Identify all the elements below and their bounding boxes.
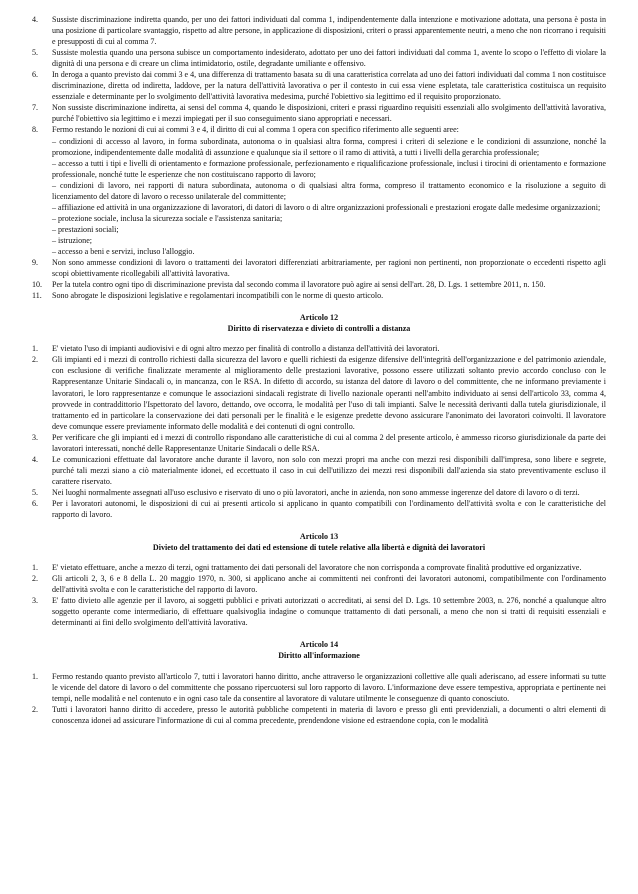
paragraph-subitem: – condizioni di accesso al lavoro, in forma subordinata, autonoma o in qualsiasi altra forma, compresi i criteri di selezione e le condizioni di assunzione, nonché la promozione, indipendentemente dalle modalità di assunzione e qualunque sia il settore o il ramo di attività, a tutti i livelli della gerarchia professionale; [52, 136, 606, 157]
paragraph-number: 2. [32, 574, 39, 584]
numbered-paragraph [32, 595, 606, 628]
paragraph-number: 8. [32, 125, 39, 135]
numbered-paragraph [32, 47, 606, 69]
article-subtitle: Diritto di riservatezza e divieto di controlli a distanza [227, 324, 411, 334]
numbered-paragraph [32, 562, 606, 573]
numbered-paragraph [32, 102, 606, 124]
paragraph-text: Nei luoghi normalmente assegnati all'uso esclusivo e riservato di uno o più lavoratori, anche in azienda, non sono ammesse ingerenze del datore di lavoro o di terzi. [52, 487, 580, 497]
paragraph-text: In deroga a quanto previsto dai commi 3 e 4, una differenza di trattamento basata su di una caratteristica correlata ad uno dei fattori individuati dal comma 1 non costituisce discriminazione, diretta od indiretta, laddove, per la natura dell'attività lavorativa o per il contesto in cui essa viene espletata, tale caratteristica costituisca un requisito essenziale e determinante per lo svolgimento dell'attività lavorativa medesima, purché l'obiettivo sia legittimo ed il requisito proporzionato. [52, 70, 606, 102]
paragraph-number: 11. [32, 291, 42, 301]
paragraph-text: Per verificare che gli impianti ed i mezzi di controllo rispondano alle caratteristiche di cui al comma 2 del presente articolo, è ammesso ricorso giurisdizionale da parte dei lavoratori interessati, nonché delle Rappresentanze Unitarie Sindacali o delle RSA. [52, 432, 606, 453]
paragraph-number: 6. [32, 70, 39, 80]
paragraph-number: 1. [32, 563, 39, 573]
numbered-paragraph [32, 14, 606, 47]
paragraph-list [32, 562, 606, 628]
article-heading-block [32, 639, 606, 661]
paragraph-text: Le comunicazioni effettuate dal lavoratore anche durante il lavoro, non solo con mezzi propri ma anche con mezzi resi disponibili dall'impresa, sono libere e segrete, purché tali mezzi siano a ciò materialmente idonei, ed eccettuato il caso in cui dell'utilizzo dei mezzi resi disponibili dall'azienda sia stato preventivamente escluso il carattere riservato. [52, 454, 606, 486]
article-heading-block [32, 312, 606, 334]
numbered-paragraph [32, 573, 606, 595]
numbered-paragraph [32, 257, 606, 279]
paragraph-number: 1. [32, 671, 39, 681]
paragraph-text: Per la tutela contro ogni tipo di discriminazione prevista dal secondo comma il lavoratore può agire ai sensi dell'art. 28, D. Lgs. 1 settembre 2011, n. 150. [52, 280, 546, 290]
numbered-paragraph [32, 343, 606, 354]
paragraph-text: Non sono ammesse condizioni di lavoro o trattamenti dei lavoratori differenziati arbitrariamente, per ragioni non pertinenti, non proporzionate o eccedenti rispetto agli scopi obiettivamente ricollegabili all'attività lavorativa. [52, 258, 606, 279]
paragraph-number: 6. [32, 498, 39, 508]
paragraph-number: 4. [32, 454, 39, 464]
paragraph-text: E' vietato effettuare, anche a mezzo di terzi, ogni trattamento dei dati personali del lavoratore che non corrisponda a comprovate finalità produttive ed organizzative. [52, 563, 582, 573]
paragraph-text: Gli articoli 2, 3, 6 e 8 della L. 20 maggio 1970, n. 300, si applicano anche ai committenti nei confronti dei lavoratori autonomi, compatibilmente con l'ordinamento dell'attività svolta e con le caratteristiche del rapporto di lavoro. [52, 574, 606, 595]
paragraph-text: E' fatto divieto alle agenzie per il lavoro, ai soggetti pubblici e privati autorizzati o accreditati, ai sensi del D. Lgs. 10 settembre 2003, n. 276, nonché a qualunque altro soggetto operante come intermediario, di effettuare qualsivoglia indagine o comunque trattamento di dati personali, a meno che non si tratti di requisiti essenziali e determinanti ai fini dello svolgimento dell'attività lavorativa. [52, 596, 606, 628]
paragraph-number: 5. [32, 487, 39, 497]
numbered-paragraph [32, 498, 606, 520]
paragraph-number: 7. [32, 103, 39, 113]
paragraph-number: 9. [32, 258, 39, 268]
numbered-paragraph [32, 279, 606, 290]
paragraph-number: 3. [32, 432, 39, 442]
numbered-paragraph [32, 124, 606, 257]
paragraph-text: Sono abrogate le disposizioni legislative e regolamentari incompatibili con le norme di questo articolo. [52, 291, 384, 301]
article-title: Articolo 13 [299, 532, 339, 542]
paragraph-number: 2. [32, 355, 39, 365]
paragraph-text: Fermo restando quanto previsto all'articolo 7, tutti i lavoratori hanno diritto, anche attraverso le organizzazioni collettive alle quali aderiscano, ad essere informati su tutte le vicende del datore di lavoro o del committente che possano ripercuotersi sul loro rapporto di lavoro. L'informazione deve essere tempestiva, appropriata e pertinente nei tempi, nelle modalità e nel contenuto e in ogni caso tale da consentire al lavoratore di valutare utilmente le conseguenze di quanto conosciuto. [52, 671, 606, 703]
paragraph-number: 3. [32, 596, 39, 606]
paragraph-subitem: – accesso a beni e servizi, incluso l'alloggio. [52, 246, 195, 256]
paragraph-text: Per i lavoratori autonomi, le disposizioni di cui ai presenti articolo si applicano in quanto compatibili con l'ordinamento dell'attività svolta e con le caratteristiche del rapporto di lavoro. [52, 498, 606, 520]
paragraph-text: Sussiste discriminazione indiretta quando, per uno dei fattori individuati dal comma 1, indipendentemente dalla intenzione e motivazione adottata, una persona è posta in una posizione di particolare svantaggio, rispetto ad altre persone, in applicazione di disposizioni, criteri o prassi apparentemente neutri, a meno che non ricorrano i requisiti e presupposti di cui al comma 7. [52, 15, 606, 47]
numbered-paragraph [32, 290, 606, 301]
paragraph-text: Sussiste molestia quando una persona subisce un comportamento indesiderato, adottato per uno dei fattori individuati dal comma 1, avente lo scopo o l'effetto di violare la dignità di una persona e di creare un clima intimidatorio, ostile, degradante umiliante e offensivo. [52, 48, 606, 69]
paragraph-list [32, 14, 606, 301]
paragraph-text: Gli impianti ed i mezzi di controllo richiesti dalla sicurezza del lavoro e quelli richiesti da esigenze difensive dell'integrità dell'organizzazione e del patrimonio aziendale, con esclusione di verifiche finalizzate meramente al miglioramento delle prestazioni lavorative, possono essere utilizzati soltanto previo accordo concluso con le Rappresentanze Unitarie Sindacali o, in mancanza, con le RSA. In difetto di accordo, su istanza del datore di lavoro o del committente, che ne informano previamente i lavoratori, le loro rappresentanze e comunque le associazioni sindacali registrate di livello nazionale operanti nell'ambito individuato ai sensi dell'articolo 33, comma 4, provvede in contraddittorio l'Ispettorato del lavoro, dettando, ove occorra, le modalità per l'uso di tali impianti. Salve le necessità derivanti dalla tutela giurisdizionale, il trattamento ed in particolare la conservazione dei dati personali per le finalità e le esigenze predette devono assicurare l'anonimato dei lavoratori coinvolti. Il lavoratore deve comunque essere previamente informato delle modalità e dei contenuti di ogni controllo. [52, 355, 606, 431]
numbered-paragraph [32, 671, 606, 704]
paragraph-list [32, 343, 606, 520]
numbered-paragraph [32, 704, 606, 726]
numbered-paragraph [32, 487, 606, 498]
paragraph-text: E' vietato l'uso di impianti audiovisivi e di ogni altro mezzo per finalità di controllo a distanza dell'attività dei lavoratori. [52, 344, 440, 354]
paragraph-subitem: – affiliazione ed attività in una organizzazione di lavoratori, di datori di lavoro o di altre organizzazioni professionali e prestazioni erogate dalle medesime organizzazioni; [52, 202, 601, 212]
paragraph-number: 1. [32, 344, 39, 354]
paragraph-number: 10. [32, 280, 43, 290]
article-title: Articolo 14 [299, 640, 339, 650]
paragraph-subitem: – condizioni di lavoro, nei rapporti di natura subordinata, autonoma o di qualsiasi altra forma, compreso il trattamento economico e la risoluzione a seguito di licenziamento del datore di lavoro o recesso unilaterale del committente; [52, 180, 606, 201]
article-heading-block [32, 531, 606, 553]
paragraph-subitem: – istruzione; [52, 235, 93, 245]
paragraph-list [32, 671, 606, 726]
numbered-paragraph [32, 432, 606, 454]
article-subtitle: Divieto del trattamento dei dati ed estensione di tutele relative alla libertà e dignità dei lavoratori [152, 543, 486, 553]
numbered-paragraph [32, 69, 606, 102]
paragraph-text: Tutti i lavoratori hanno diritto di accedere, presso le autorità pubbliche competenti in materia di lavoro e presso gli enti previdenziali, a documenti o altri elementi di conoscenza idonei ad assicurare l'informazione di cui al comma precedente, prendendone visione ed estraendone copia, con le modalità [52, 704, 606, 725]
paragraph-number: 4. [32, 15, 39, 24]
paragraph-subitem: – protezione sociale, inclusa la sicurezza sociale e l'assistenza sanitaria; [52, 213, 283, 223]
paragraph-number: 5. [32, 48, 39, 58]
article-subtitle: Diritto all'informazione [278, 651, 360, 661]
paragraph-text: Non sussiste discriminazione indiretta, ai sensi del comma 4, quando le disposizioni, criteri e prassi riguardino requisiti essenziali allo svolgimento dell'attività lavorativa, purché l'obiettivo sia legittimo e i mezzi impiegati per il suo conseguimento siano appropriati e necessari. [52, 103, 606, 124]
article-title: Articolo 12 [299, 313, 339, 323]
numbered-paragraph [32, 454, 606, 487]
paragraph-text: Fermo restando le nozioni di cui ai commi 3 e 4, il diritto di cui al comma 1 opera con specifico riferimento alle seguenti aree: [52, 125, 459, 135]
paragraph-subitem: – accesso a tutti i tipi e livelli di orientamento e formazione professionale, perfezionamento e riqualificazione professionale, inclusi i tirocini di orientamento e formazione professionale, nonché tutte le esperienze che non costituiscano rapporto di lavoro; [52, 158, 606, 179]
paragraph-subitem: – prestazioni sociali; [52, 224, 119, 234]
numbered-paragraph [32, 354, 606, 431]
paragraph-number: 2. [32, 704, 39, 714]
